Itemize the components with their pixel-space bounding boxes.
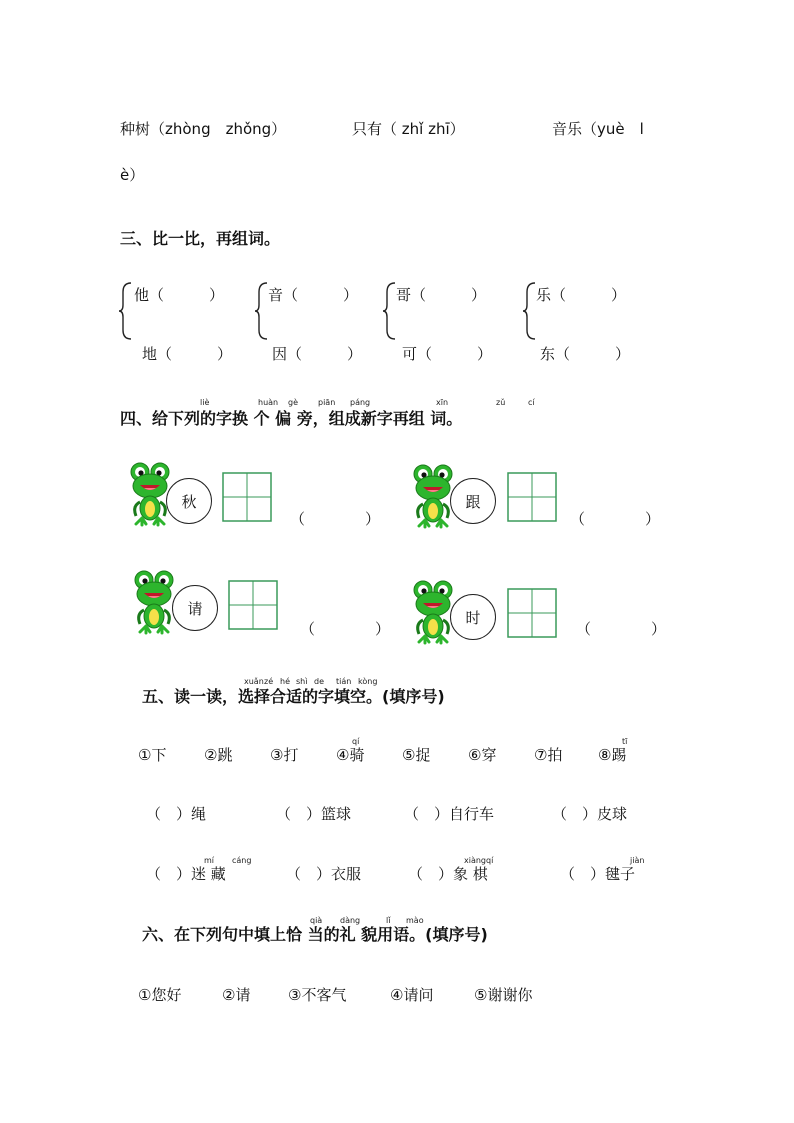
fill-blank: （ ）衣服: [286, 865, 362, 883]
pinyin: gè: [288, 398, 298, 407]
pinyin: mí: [204, 856, 215, 865]
verb-option: ④骑: [336, 746, 365, 764]
frog-icon: [413, 464, 453, 530]
pronunciation-zhongshu: 种树（zhòng zhǒng）: [120, 120, 287, 138]
pinyin: zǔ: [496, 398, 506, 407]
phrase-option: ②请: [222, 986, 251, 1004]
fill-blank: （ ）绳: [146, 805, 207, 823]
compare-bottom: 东（ ）: [540, 345, 631, 363]
answer-paren: （ ）: [300, 620, 391, 638]
pinyin: páng: [350, 398, 371, 407]
section-4-title: 四、给下列的字换 个 偏 旁，组成新字再组 词。: [120, 409, 463, 428]
compare-bottom: 因（ ）: [272, 345, 363, 363]
pronunciation-yinyue-continued: è）: [120, 166, 145, 184]
character-circle: 请: [172, 585, 218, 631]
verb-option: ⑥穿: [468, 746, 497, 764]
pinyin: hé: [280, 677, 290, 686]
brace-icon: [254, 282, 268, 340]
verb-option: ①下: [138, 746, 167, 764]
verb-option: ⑧踢: [598, 746, 627, 764]
pinyin: xīn: [436, 398, 449, 407]
phrase-option: ⑤谢谢你: [474, 986, 533, 1004]
pinyin: zé: [264, 677, 274, 686]
character-circle: 秋: [166, 478, 212, 524]
pinyin: qí: [352, 737, 360, 746]
phrase-option: ①您好: [138, 986, 182, 1004]
pinyin: de: [314, 677, 324, 686]
pinyin: huàn: [258, 398, 279, 407]
verb-option: ⑤捉: [402, 746, 431, 764]
pinyin: qià: [310, 916, 323, 925]
pinyin: cí: [528, 398, 535, 407]
pronunciation-zhiyou: 只有（ zhǐ zhī）: [352, 120, 465, 138]
writing-grid[interactable]: [507, 472, 557, 522]
phrase-option: ④请问: [390, 986, 434, 1004]
fill-blank: （ ）皮球: [552, 805, 628, 823]
answer-paren: （ ）: [576, 620, 667, 638]
pinyin: tī: [622, 737, 628, 746]
compare-top: 音（ ）: [268, 286, 359, 304]
phrase-option: ③不客气: [288, 986, 347, 1004]
writing-grid[interactable]: [228, 580, 278, 630]
brace-icon: [522, 282, 536, 340]
compare-top: 乐（ ）: [536, 286, 627, 304]
pinyin: xiàngqí: [464, 856, 494, 865]
answer-paren: （ ）: [570, 510, 661, 528]
pinyin: liè: [200, 398, 210, 407]
pinyin: jiàn: [630, 856, 645, 865]
verb-option: ⑦拍: [534, 746, 563, 764]
fill-blank: （ ）迷 藏: [146, 865, 226, 883]
frog-icon: [413, 580, 453, 646]
compare-bottom: 可（ ）: [402, 345, 493, 363]
writing-grid[interactable]: [222, 472, 272, 522]
frog-icon: [130, 462, 170, 528]
section-5-title: 五、读一读，选择合适的字填空。(填序号): [142, 687, 445, 706]
pronunciation-yinyue: 音乐（yuè l: [552, 120, 644, 138]
pinyin: dàng: [340, 916, 361, 925]
verb-option: ②跳: [204, 746, 233, 764]
pinyin: piān: [318, 398, 336, 407]
character-circle: 时: [450, 594, 496, 640]
writing-grid[interactable]: [507, 588, 557, 638]
pinyin: xuǎn: [244, 677, 264, 686]
fill-blank: （ ）毽子: [560, 865, 636, 883]
compare-top: 哥（ ）: [396, 286, 487, 304]
pinyin: lǐ: [386, 916, 391, 925]
pinyin: mào: [406, 916, 424, 925]
compare-top: 他（ ）: [134, 286, 225, 304]
verb-option: ③打: [270, 746, 299, 764]
frog-icon: [134, 570, 174, 636]
fill-blank: （ ）自行车: [404, 805, 495, 823]
section-6-title: 六、在下列句中填上恰 当的礼 貌用语。(填序号): [142, 925, 488, 944]
pinyin: tián: [336, 677, 352, 686]
brace-icon: [118, 282, 132, 340]
pinyin: cáng: [232, 856, 252, 865]
fill-blank: （ ）篮球: [276, 805, 352, 823]
pinyin: shì: [296, 677, 308, 686]
brace-icon: [382, 282, 396, 340]
section-3-title: 三、比一比，再组词。: [120, 229, 281, 248]
character-circle: 跟: [450, 478, 496, 524]
fill-blank: （ ）象 棋: [408, 865, 488, 883]
compare-bottom: 地（ ）: [142, 345, 233, 363]
answer-paren: （ ）: [290, 510, 381, 528]
pinyin: kòng: [358, 677, 378, 686]
